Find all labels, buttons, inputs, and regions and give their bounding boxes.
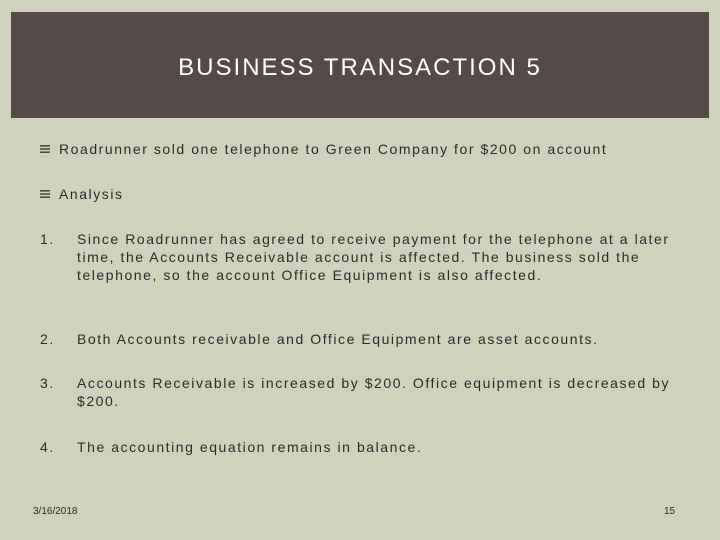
- list-text: Accounts Receivable is increased by $200. Office equipment is decreased by $200.: [77, 375, 671, 409]
- title-bar: [11, 12, 709, 118]
- lines-bullet-icon: [40, 189, 50, 199]
- list-number: 4.: [40, 439, 55, 455]
- page-number: 15: [664, 506, 676, 517]
- list-number: 2.: [40, 331, 55, 347]
- bullet-item-2: [40, 185, 124, 203]
- bullet-text: Roadrunner sold one telephone to Green Company for $200 on account: [59, 141, 608, 157]
- slide-title: BUSINESS TRANSACTION 5: [178, 54, 542, 81]
- lines-bullet-icon: [40, 144, 50, 154]
- list-text: Both Accounts receivable and Office Equipment are asset accounts.: [77, 331, 599, 347]
- list-text: The accounting equation remains in balance.: [77, 439, 423, 455]
- list-number: 3.: [40, 375, 55, 391]
- bullet-item-1: [40, 140, 607, 158]
- list-text: Since Roadrunner has agreed to receive payment for the telephone at a later time, the Accounts Receivable account is affected. The business sold the telephone, so the account Office Equipment is also affected.: [77, 231, 670, 283]
- footer-date: 3/16/2018: [33, 506, 78, 517]
- bullet-text: Analysis: [59, 186, 124, 202]
- list-number: 1.: [40, 231, 55, 247]
